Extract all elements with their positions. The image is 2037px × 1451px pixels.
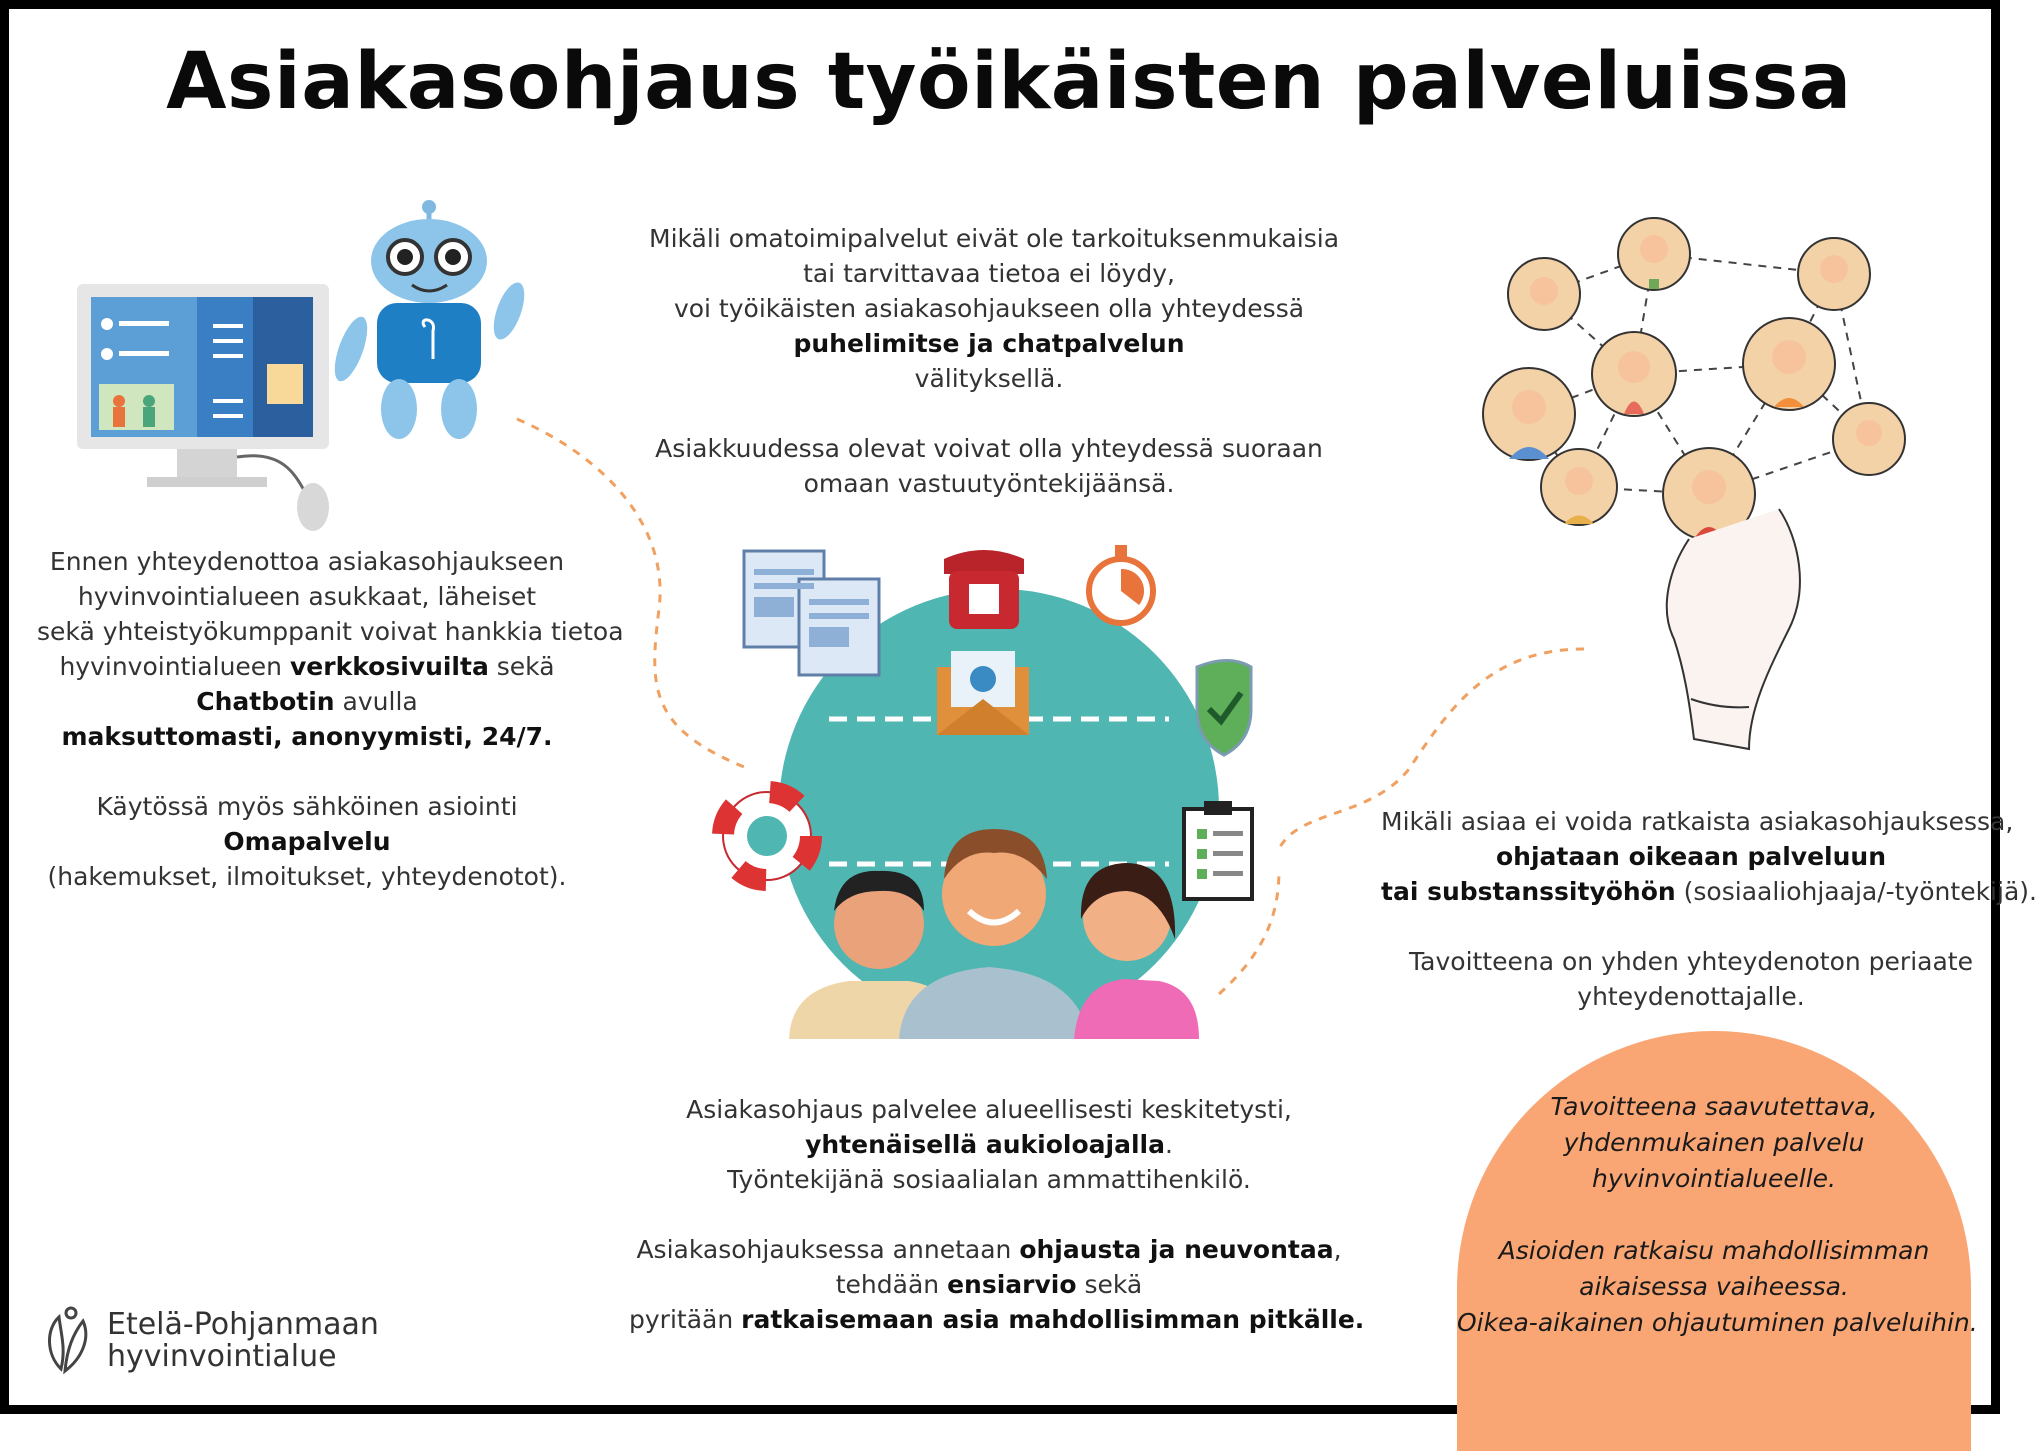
goals-line-2: yhdenmukainen palvelu [1563,1128,1865,1157]
computer-illustration [77,279,337,539]
center-bottom-line-5 [629,1267,1349,1302]
center-bottom-line-6b: ratkaisemaan asia mahdollisimman pitkälle. [741,1305,1365,1334]
center-bottom-line-2b: . [1164,1130,1173,1159]
left-line-5 [37,684,577,719]
left-line-4 [37,649,577,684]
center-bottom-line-2a: yhtenäisellä aukioloajalla [805,1130,1165,1159]
center-bottom-line-5c: sekä [1076,1270,1143,1299]
center-top-line-7: omaan vastuutyöntekijäänsä. [803,469,1175,498]
goals-text-block [1457,1089,1978,1341]
left-line-4a: hyvinvointialueen [59,652,290,681]
left-text-block [37,544,624,894]
center-bottom-line-6a: pyritään [629,1305,742,1334]
right-line-1: Mikäli asiaa ei voida ratkaista asiakasohjauksessa, [1381,807,2014,836]
organization-logo-text [107,1309,379,1373]
left-line-4c: sekä [488,652,555,681]
center-bottom-line-6 [629,1302,1365,1337]
left-line-2: hyvinvointialueen asukkaat, läheiset [77,582,537,611]
center-bottom-line-5a: tehdään [835,1270,948,1299]
center-bottom-line-4 [629,1232,1349,1267]
center-bottom-line-4a: Asiakasohjauksessa annetaan [636,1235,1020,1264]
left-line-4b: verkkosivuilta [289,652,489,681]
chatbot-robot-illustration [337,199,537,459]
left-line-5a: Chatbotin [196,687,335,716]
network-illustration [1449,209,1919,769]
organization-logo-icon [41,1299,101,1379]
center-top-line-2: tai tarvittavaa tietoa ei löydy, [803,259,1175,288]
goals-line-3: hyvinvointialueelle. [1592,1164,1836,1193]
left-line-8: Omapalvelu [223,827,391,856]
center-bottom-line-1: Asiakasohjaus palvelee alueellisesti keskitetysti, [686,1095,1292,1124]
goals-line-5: aikaisessa vaiheessa. [1579,1272,1849,1301]
right-line-5: yhteydenottajalle. [1577,982,1805,1011]
goals-line-6: Oikea-aikainen ohjautuminen palveluihin. [1457,1308,1978,1337]
goals-line-1: Tavoitteena saavutettava, [1550,1092,1878,1121]
center-bottom-line-4b: ohjausta ja neuvontaa [1019,1235,1334,1264]
right-line-3b: (sosiaaliohjaaja/-työntekijä). [1675,877,2037,906]
left-line-6: maksuttomasti, anonyymisti, 24/7. [61,722,553,751]
right-line-3a: tai substanssityöhön [1381,877,1676,906]
right-text-block [1381,804,2037,1014]
center-top-line-4: puhelimitse ja chatpalvelun [793,329,1185,358]
left-line-5b: avulla [334,687,418,716]
page-title: Asiakasohjaus työikäisten palveluissa [166,37,1852,127]
right-line-2: ohjataan oikeaan palveluun [1495,842,1887,871]
center-bottom-line-2 [629,1127,1349,1162]
center-bottom-text-block [629,1092,1365,1337]
logo-line-2: hyvinvointialue [107,1339,337,1374]
center-top-line-6: Asiakkuudessa olevat voivat olla yhteydessä suoraan [655,434,1323,463]
right-line-4: Tavoitteena on yhden yhteydenoton periaate [1409,947,1973,976]
center-top-line-3: voi työikäisten asiakasohjaukseen olla yhteydessä [673,294,1305,323]
customer-service-illustration [719,519,1279,1049]
left-line-9: (hakemukset, ilmoitukset, yhteydenotot). [47,862,567,891]
center-top-line-1: Mikäli omatoimipalvelut eivät ole tarkoituksenmukaisia [649,224,1340,253]
goals-line-4: Asioiden ratkaisu mahdollisimman [1498,1236,1930,1265]
center-bottom-line-4c: , [1333,1235,1342,1264]
logo-line-1: Etelä-Pohjanmaan [107,1307,379,1342]
left-line-3: sekä yhteistyökumppanit voivat hankkia tietoa [37,617,624,646]
center-bottom-line-3: Työntekijänä sosiaalialan ammattihenkilö. [727,1165,1251,1194]
center-top-text-block [649,221,1340,501]
left-line-1: Ennen yhteydenottoa asiakasohjaukseen [49,547,565,576]
right-line-3 [1381,874,2037,909]
center-bottom-line-5b: ensiarvio [947,1270,1077,1299]
center-top-line-5: välityksellä. [914,364,1064,393]
left-line-7: Käytössä myös sähköinen asiointi [96,792,518,821]
